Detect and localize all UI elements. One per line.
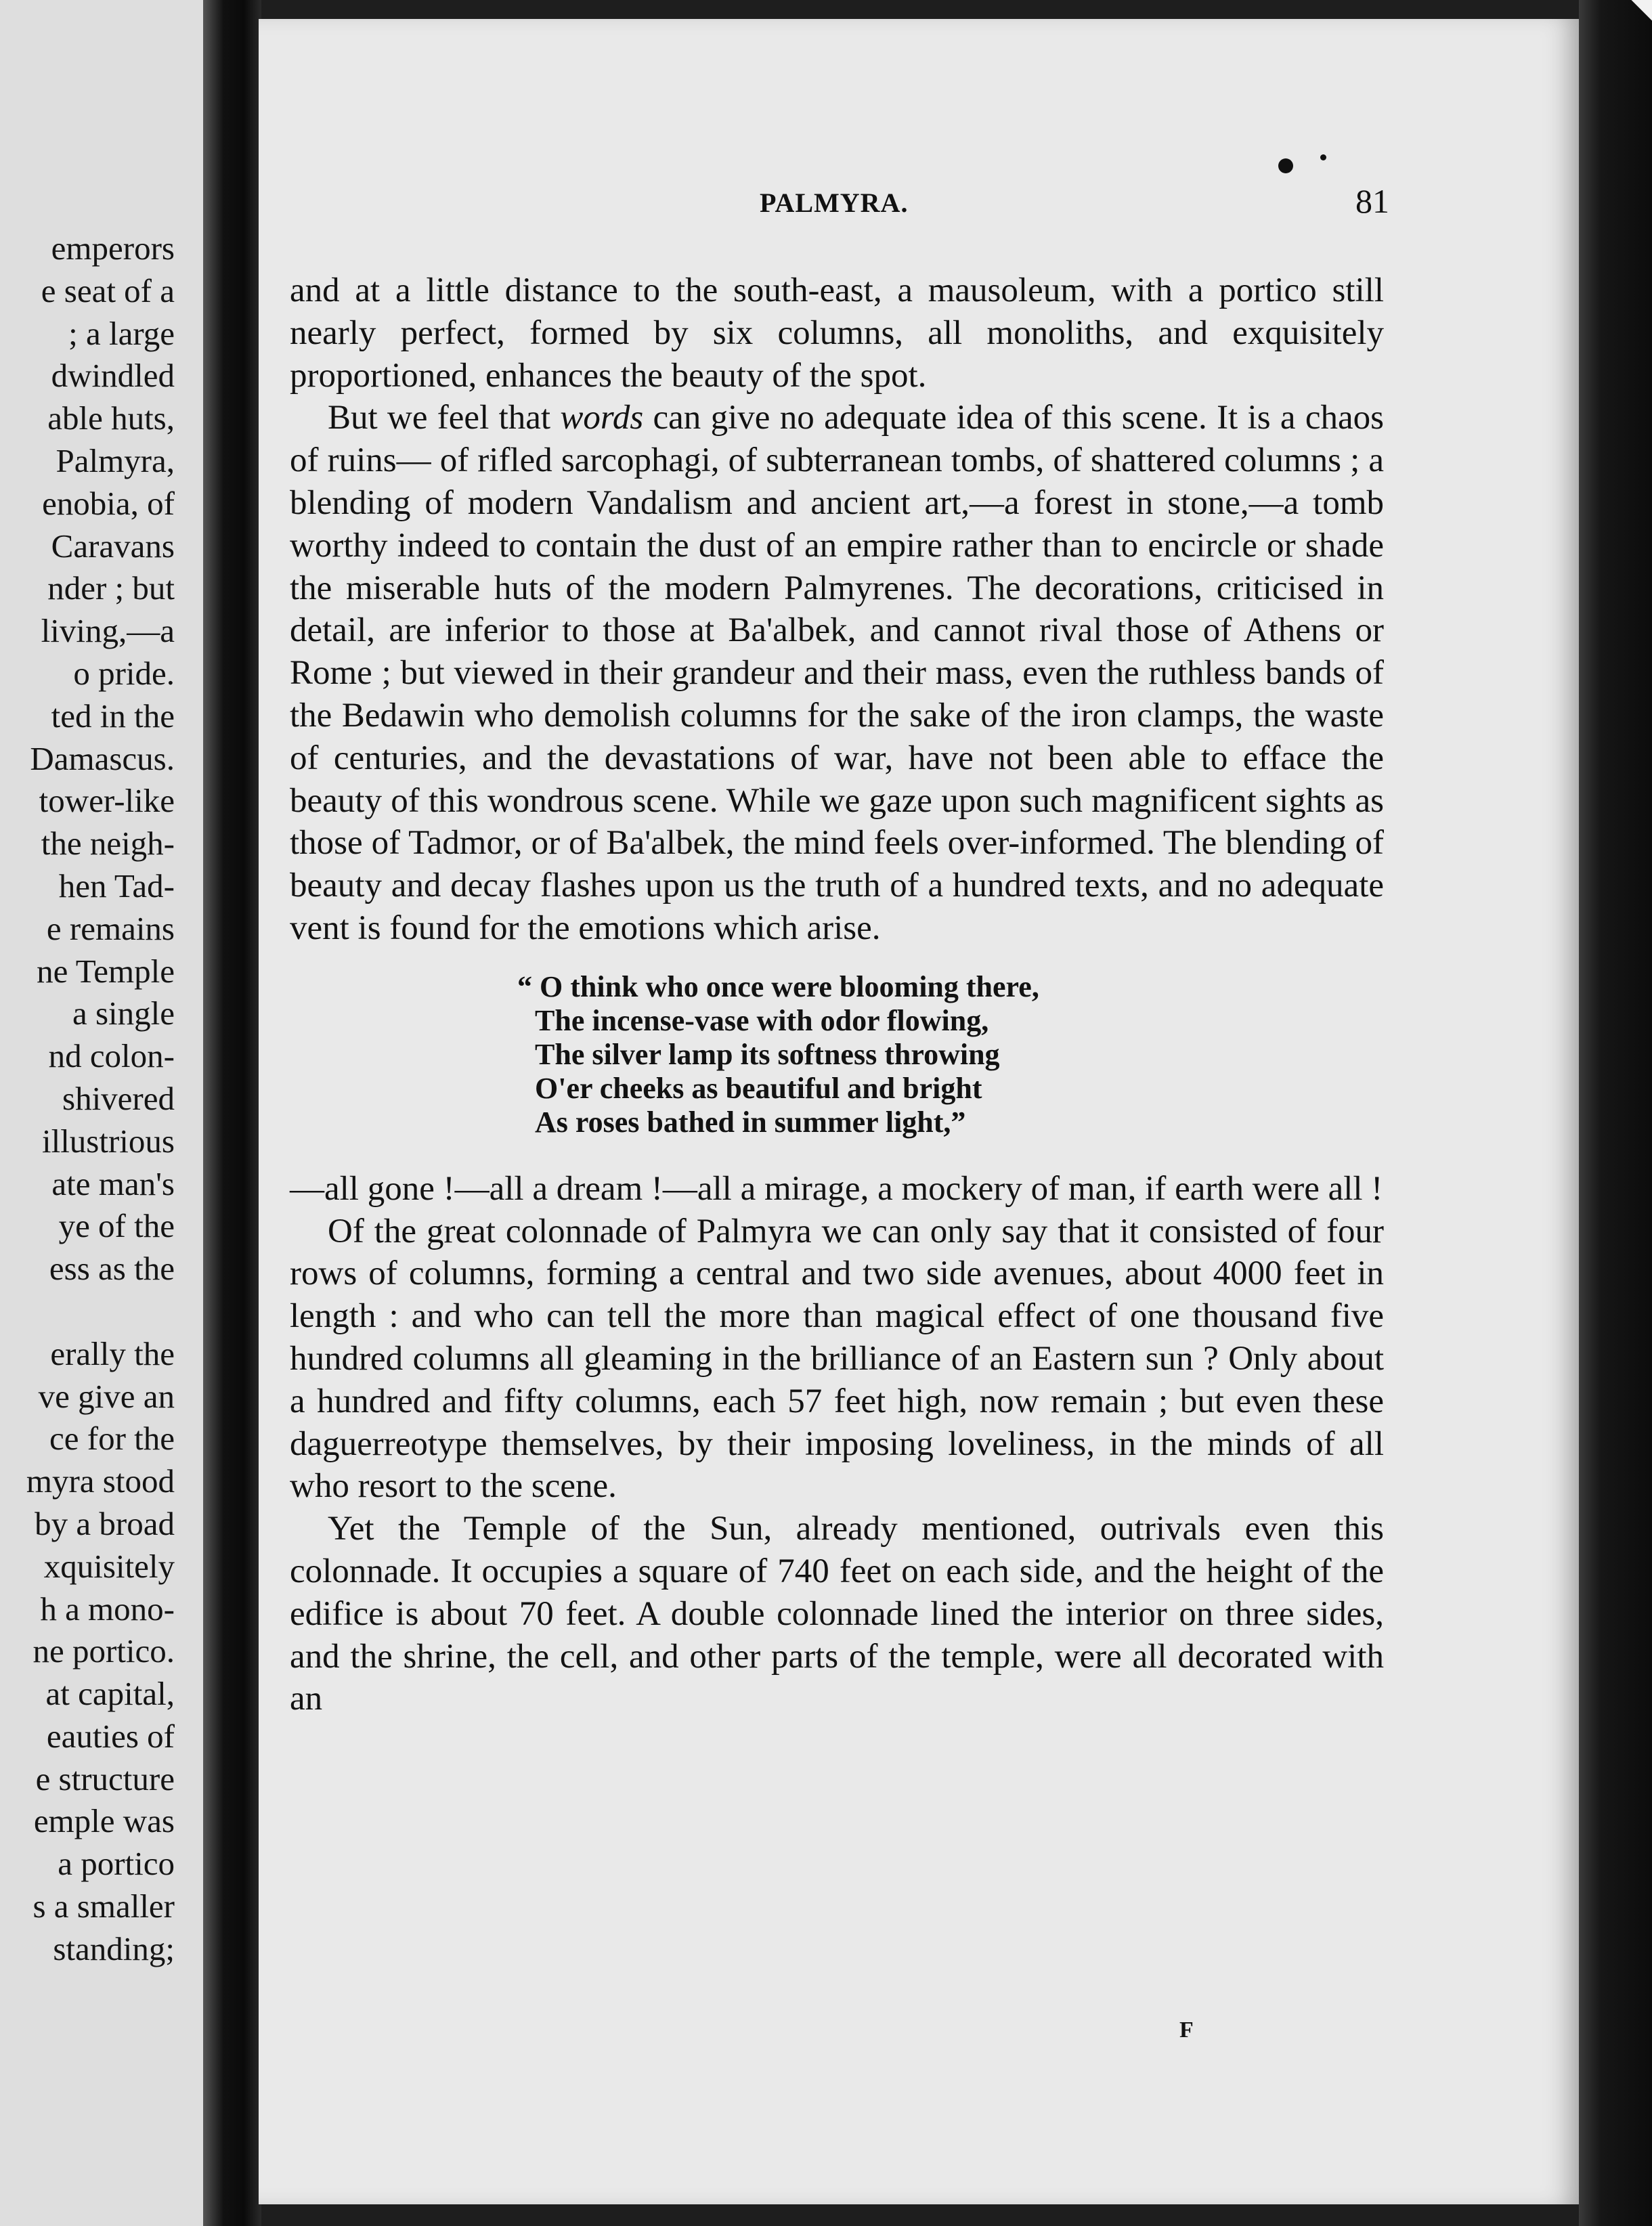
left-page-line: ne portico. bbox=[32, 1632, 175, 1670]
page-edge-shadow bbox=[1579, 0, 1652, 2226]
left-page-line: ce for the bbox=[49, 1420, 175, 1458]
verse-line: “ O think who once were blooming there, bbox=[517, 969, 1039, 1003]
left-page-line bbox=[0, 1290, 175, 1333]
left-page-line: able huts, bbox=[47, 399, 175, 437]
left-page-line: standing; bbox=[53, 1929, 175, 1967]
running-head bbox=[259, 181, 1579, 222]
left-page-line: ve give an bbox=[38, 1377, 175, 1415]
left-page-line: e remains bbox=[46, 909, 175, 947]
left-page-line: xquisitely bbox=[43, 1547, 175, 1585]
left-page-line: erally the bbox=[50, 1334, 175, 1372]
left-page-line: ted in the bbox=[51, 697, 175, 735]
left-page-line: e structure bbox=[35, 1760, 175, 1797]
main-page bbox=[259, 19, 1579, 2204]
left-page-line: myra stood bbox=[26, 1462, 175, 1500]
paragraph: and at a little distance to the south-east, a mausoleum, with a portico still nearly perfect, formed by six columns, all monoliths, and exquisitely proportioned, enhances the beauty of the spot. bbox=[290, 271, 1384, 395]
left-page-line: the neigh- bbox=[41, 825, 175, 863]
left-page-line: s a smaller bbox=[32, 1887, 175, 1925]
left-page-line: living,—a bbox=[41, 612, 175, 650]
signature-mark: F bbox=[1179, 2017, 1194, 2043]
left-page-line: a portico bbox=[58, 1845, 175, 1883]
left-page-line: nder ; but bbox=[47, 569, 175, 607]
left-page-line: ; a large bbox=[68, 314, 175, 352]
verse-quotation bbox=[517, 969, 1384, 1139]
verse-line: O'er cheeks as beautiful and bright bbox=[535, 1071, 982, 1105]
paragraph: Of the great colonnade of Palmyra we can only say that it consisted of four rows of columns, forming a central and two side avenues, about 4000 feet in length : and who can tell the more than magical effect of one thousand five hundred columns all gleaming in the brilliance of an Eastern sun ? Only about a hundred and fifty columns, each 57 feet high, now remain ; but even these daguerreotype themselves, by their imposing loveliness, in the minds of all who resort to the scene. bbox=[290, 1212, 1384, 1506]
left-facing-page bbox=[0, 0, 218, 2226]
running-title: PALMYRA. bbox=[760, 188, 909, 218]
paragraph-text: can give no adequate idea of this scene. It is a chaos of ruins— of rifled sarcophagi, of subterranean tombs, of shattered columns ; a blending of modern Vandalism and ancient art,—a forest in stone,—a tomb worthy indeed to contain the dust of an empire rather than to encircle or shade the miserable huts of the modern Palmyrenes. The decorations, criticised in detail, are inferior to those at Ba'albek, and cannot rival those of Athens or Rome ; but viewed in their grandeur and their mass, even the ruthless bands of the Bedawin who demolish columns for the sake of the iron clamps, the waste of centuries, and the devastations of war, have not been able to efface the beauty of this wondrous scene. While we gaze upon such magnificent sights as those of Tadmor, or of Ba'albek, the mind feels over-informed. The blending of beauty and decay flashes upon us the truth of a hundred texts, and no adequate vent is found for the emotions which arise. bbox=[290, 399, 1384, 947]
page-body bbox=[290, 269, 1384, 1720]
ink-speck-small bbox=[1320, 154, 1326, 160]
left-page-line: Palmyra, bbox=[56, 441, 175, 479]
book-gutter bbox=[203, 0, 261, 2226]
left-page-line: hen Tad- bbox=[58, 867, 175, 904]
left-page-line: ate man's bbox=[51, 1164, 175, 1202]
paragraph-text: But we feel that bbox=[328, 399, 561, 437]
left-page-line: ye of the bbox=[58, 1207, 175, 1245]
left-page-line: Caravans bbox=[51, 527, 175, 565]
paragraph: Yet the Temple of the Sun, already mentioned, outrivals even this colonnade. It occupies a square of 740 feet on each side, and the height of the edifice is about 70 feet. A double colonnade lined the interior on three sides, and the shrine, the cell, and other parts of the temple, were all decorated with an bbox=[290, 1510, 1384, 1718]
left-page-line: eauties of bbox=[46, 1717, 175, 1755]
left-page-line: emple was bbox=[33, 1802, 175, 1840]
verse-line: The silver lamp its softness throwing bbox=[535, 1037, 1000, 1071]
left-page-line: dwindled bbox=[51, 357, 175, 395]
left-page-line: o pride. bbox=[73, 654, 175, 692]
left-page-line: ne Temple bbox=[37, 952, 175, 990]
left-page-line: nd colon- bbox=[48, 1037, 175, 1075]
corner-mark bbox=[1611, 0, 1652, 27]
left-page-line: at capital, bbox=[45, 1675, 175, 1713]
ink-speck bbox=[1278, 158, 1293, 173]
verse-line: As roses bathed in summer light,” bbox=[535, 1105, 966, 1139]
left-page-line: h a mono- bbox=[40, 1590, 175, 1628]
paragraph bbox=[290, 397, 1384, 949]
left-page-line: Damascus. bbox=[30, 739, 175, 777]
left-page-line: shivered bbox=[62, 1079, 175, 1117]
left-page-line: emperors bbox=[51, 230, 175, 267]
verse-line: The incense-vase with odor flowing, bbox=[535, 1003, 989, 1037]
left-page-line: enobia, of bbox=[42, 484, 175, 522]
left-page-text-column bbox=[0, 227, 175, 1971]
left-page-line: ess as the bbox=[49, 1250, 175, 1288]
left-page-line: a single bbox=[72, 995, 175, 1032]
page-number: 81 bbox=[1355, 182, 1389, 220]
left-page-line: by a broad bbox=[35, 1504, 175, 1542]
left-page-line: illustrious bbox=[41, 1122, 175, 1160]
left-page-line: tower-like bbox=[39, 782, 175, 820]
left-page-line: e seat of a bbox=[41, 271, 175, 309]
emphasized-word: words bbox=[560, 399, 644, 437]
paragraph: —all gone !—all a dream !—all a mirage, a mockery of man, if earth were all ! bbox=[290, 1169, 1383, 1208]
